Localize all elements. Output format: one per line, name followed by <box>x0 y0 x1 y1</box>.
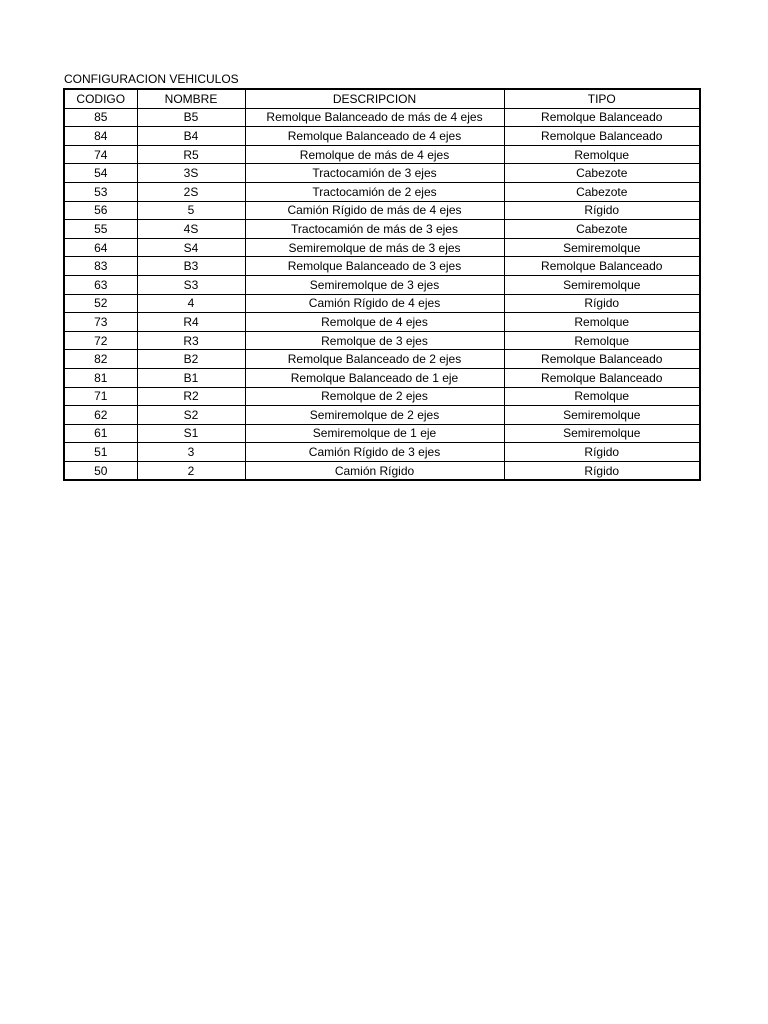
cell-tipo: Semiremolque <box>504 406 700 425</box>
cell-nombre: S2 <box>137 406 245 425</box>
cell-codigo: 56 <box>64 201 137 220</box>
cell-tipo: Rígido <box>504 461 700 480</box>
cell-codigo: 71 <box>64 387 137 406</box>
cell-tipo: Semiremolque <box>504 424 700 443</box>
cell-nombre: B2 <box>137 350 245 369</box>
cell-tipo: Semiremolque <box>504 275 700 294</box>
cell-descripcion: Remolque Balanceado de 4 ejes <box>245 127 504 146</box>
table-row <box>64 220 700 239</box>
cell-tipo: Cabezote <box>504 164 700 183</box>
table-row <box>64 424 700 443</box>
table-row <box>64 443 700 462</box>
cell-nombre: S1 <box>137 424 245 443</box>
cell-codigo: 81 <box>64 368 137 387</box>
cell-nombre: S3 <box>137 275 245 294</box>
cell-descripcion: Tractocamión de más de 3 ejes <box>245 220 504 239</box>
cell-codigo: 61 <box>64 424 137 443</box>
table-row <box>64 331 700 350</box>
cell-codigo: 72 <box>64 331 137 350</box>
cell-nombre: 4S <box>137 220 245 239</box>
cell-codigo: 74 <box>64 145 137 164</box>
cell-descripcion: Camión Rígido de 3 ejes <box>245 443 504 462</box>
column-header-descripcion: DESCRIPCION <box>245 89 504 108</box>
header-row <box>64 89 700 108</box>
cell-nombre: B5 <box>137 108 245 127</box>
cell-nombre: 3 <box>137 443 245 462</box>
cell-nombre: R4 <box>137 313 245 332</box>
cell-codigo: 64 <box>64 238 137 257</box>
cell-descripcion: Camión Rígido de más de 4 ejes <box>245 201 504 220</box>
cell-tipo: Remolque Balanceado <box>504 257 700 276</box>
cell-descripcion: Remolque de 3 ejes <box>245 331 504 350</box>
cell-codigo: 73 <box>64 313 137 332</box>
cell-codigo: 51 <box>64 443 137 462</box>
cell-codigo: 83 <box>64 257 137 276</box>
cell-descripcion: Remolque Balanceado de 1 eje <box>245 368 504 387</box>
cell-tipo: Rígido <box>504 443 700 462</box>
cell-descripcion: Remolque Balanceado de 3 ejes <box>245 257 504 276</box>
table-row <box>64 275 700 294</box>
cell-tipo: Remolque Balanceado <box>504 350 700 369</box>
cell-nombre: B4 <box>137 127 245 146</box>
cell-codigo: 54 <box>64 164 137 183</box>
cell-tipo: Remolque <box>504 313 700 332</box>
table-row <box>64 313 700 332</box>
column-header-tipo: TIPO <box>504 89 700 108</box>
table-row <box>64 108 700 127</box>
cell-nombre: 2S <box>137 182 245 201</box>
cell-tipo: Remolque Balanceado <box>504 108 700 127</box>
cell-tipo: Semiremolque <box>504 238 700 257</box>
vehicle-configuration-table <box>63 88 701 481</box>
table-row <box>64 182 700 201</box>
cell-descripcion: Semiremolque de más de 3 ejes <box>245 238 504 257</box>
cell-descripcion: Camión Rígido <box>245 461 504 480</box>
cell-tipo: Rígido <box>504 201 700 220</box>
table-row <box>64 201 700 220</box>
table-row <box>64 238 700 257</box>
cell-nombre: R2 <box>137 387 245 406</box>
table-row <box>64 350 700 369</box>
cell-nombre: B3 <box>137 257 245 276</box>
cell-descripcion: Remolque de más de 4 ejes <box>245 145 504 164</box>
cell-codigo: 84 <box>64 127 137 146</box>
cell-nombre: B1 <box>137 368 245 387</box>
cell-codigo: 62 <box>64 406 137 425</box>
table-row <box>64 127 700 146</box>
table-row <box>64 368 700 387</box>
cell-descripcion: Tractocamión de 2 ejes <box>245 182 504 201</box>
cell-descripcion: Remolque de 4 ejes <box>245 313 504 332</box>
table-row <box>64 145 700 164</box>
cell-tipo: Remolque <box>504 145 700 164</box>
cell-descripcion: Remolque Balanceado de más de 4 ejes <box>245 108 504 127</box>
cell-codigo: 85 <box>64 108 137 127</box>
spreadsheet-page <box>63 71 699 481</box>
cell-tipo: Cabezote <box>504 182 700 201</box>
table-row <box>64 294 700 313</box>
cell-tipo: Remolque Balanceado <box>504 368 700 387</box>
table-row <box>64 461 700 480</box>
table-header <box>64 89 700 108</box>
cell-nombre: 3S <box>137 164 245 183</box>
table-body <box>64 108 700 480</box>
cell-tipo: Remolque <box>504 331 700 350</box>
cell-descripcion: Semiremolque de 2 ejes <box>245 406 504 425</box>
cell-nombre: R5 <box>137 145 245 164</box>
cell-codigo: 53 <box>64 182 137 201</box>
cell-codigo: 55 <box>64 220 137 239</box>
cell-descripcion: Camión Rígido de 4 ejes <box>245 294 504 313</box>
cell-tipo: Remolque <box>504 387 700 406</box>
cell-nombre: S4 <box>137 238 245 257</box>
sheet-title: CONFIGURACION VEHICULOS <box>64 72 239 86</box>
table-row <box>64 406 700 425</box>
column-header-nombre: NOMBRE <box>137 89 245 108</box>
cell-nombre: 2 <box>137 461 245 480</box>
cell-tipo: Rígido <box>504 294 700 313</box>
column-header-codigo: CODIGO <box>64 89 137 108</box>
cell-descripcion: Semiremolque de 3 ejes <box>245 275 504 294</box>
cell-descripcion: Remolque Balanceado de 2 ejes <box>245 350 504 369</box>
cell-codigo: 63 <box>64 275 137 294</box>
cell-nombre: 4 <box>137 294 245 313</box>
cell-descripcion: Semiremolque de 1 eje <box>245 424 504 443</box>
table-row <box>64 257 700 276</box>
cell-codigo: 82 <box>64 350 137 369</box>
cell-descripcion: Tractocamión de 3 ejes <box>245 164 504 183</box>
cell-nombre: 5 <box>137 201 245 220</box>
cell-tipo: Remolque Balanceado <box>504 127 700 146</box>
cell-codigo: 50 <box>64 461 137 480</box>
cell-nombre: R3 <box>137 331 245 350</box>
cell-tipo: Cabezote <box>504 220 700 239</box>
cell-descripcion: Remolque de 2 ejes <box>245 387 504 406</box>
table-row <box>64 164 700 183</box>
cell-codigo: 52 <box>64 294 137 313</box>
table-row <box>64 387 700 406</box>
